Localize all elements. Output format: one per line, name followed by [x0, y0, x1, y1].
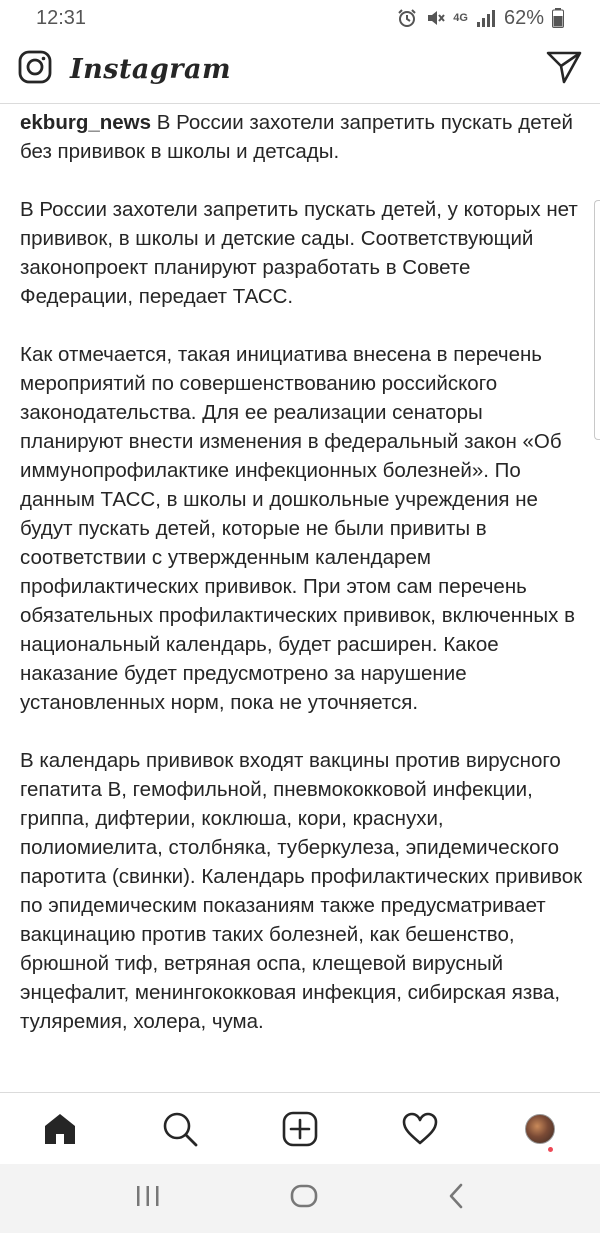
- nav-search-button[interactable]: [150, 1099, 210, 1159]
- status-bar: [0, 0, 600, 36]
- caption-title: В России захотели запретить пускать детей без прививок в школы и детсады.: [20, 111, 573, 163]
- network-type: 4G: [453, 12, 468, 24]
- home-circle-icon: [290, 1184, 318, 1208]
- post-caption: [20, 108, 586, 1092]
- recent-apps-icon: [135, 1185, 161, 1207]
- nav-new-post-button[interactable]: [270, 1099, 330, 1159]
- android-nav-bar: [0, 1164, 600, 1233]
- signal-icon: [476, 9, 496, 27]
- alarm-icon: [397, 8, 417, 28]
- recent-apps-button[interactable]: [135, 1185, 161, 1212]
- caption-paragraph: Как отмечается, такая инициатива внесена в перечень мероприятий по совершенствованию российского законодательства. Для ее реализации сенаторы планируют внести изменения в федеральный закон «Об иммунопрофилактике инфекционных болезней». По данным ТАСС, в школы и дошкольные учреждения не будут пускать детей, которые не были привиты в соответствии с утвержденным календарем профилактических прививок. При этом сам перечень обязательных профилактических прививок, включенных в национальный календарь, будет расширен. Какое наказание будет предусмотрено за нарушение установленных норм, пока не уточняется.: [20, 343, 575, 714]
- back-icon: [447, 1183, 465, 1209]
- nav-profile-button[interactable]: [510, 1099, 570, 1159]
- back-button[interactable]: [447, 1183, 465, 1214]
- heart-icon: [402, 1112, 438, 1146]
- battery-icon: [552, 8, 564, 28]
- app-header: [0, 36, 600, 104]
- add-post-icon: [282, 1111, 318, 1147]
- camera-icon[interactable]: [18, 50, 52, 89]
- status-icons: [397, 7, 564, 30]
- status-time: 12:31: [36, 6, 87, 29]
- nav-activity-button[interactable]: [390, 1099, 450, 1159]
- instagram-logo[interactable]: Instagram: [70, 54, 232, 85]
- notification-dot: [548, 1147, 553, 1152]
- search-icon: [162, 1111, 198, 1147]
- battery-percent: 62%: [503, 6, 544, 29]
- direct-message-icon[interactable]: [546, 50, 582, 89]
- scrollbar[interactable]: [594, 200, 600, 440]
- caption-paragraph: В календарь прививок входят вакцины против вирусного гепатита B, гемофильной, пневмококковой инфекции, гриппа, дифтерии, коклюша, кори, краснухи, полиомиелита, столбняка, туберкулеза, эпидемического паротита (свинки). Календарь профилактических прививок по эпидемическим показаниям также предусматривает вакцинацию против таких болезней, как бешенство, брюшной тиф, ветряная оспа, клещевой вирусный энцефалит, менингококковая инфекция, сибирская язва, туляремия, холера, чума.: [20, 749, 583, 1033]
- bottom-nav: [0, 1092, 600, 1164]
- caption-header: [20, 108, 586, 166]
- mute-icon: [425, 8, 445, 28]
- username-link[interactable]: ekburg_news: [20, 111, 152, 134]
- avatar: [525, 1114, 555, 1144]
- home-button[interactable]: [290, 1184, 318, 1213]
- nav-home-button[interactable]: [30, 1099, 90, 1159]
- caption-paragraph: В России захотели запретить пускать детей, у которых нет прививок, в школы и детские сады. Соответствующий законопроект планируют разработать в Совете Федерации, передает ТАСС.: [20, 198, 578, 308]
- home-icon: [42, 1112, 78, 1146]
